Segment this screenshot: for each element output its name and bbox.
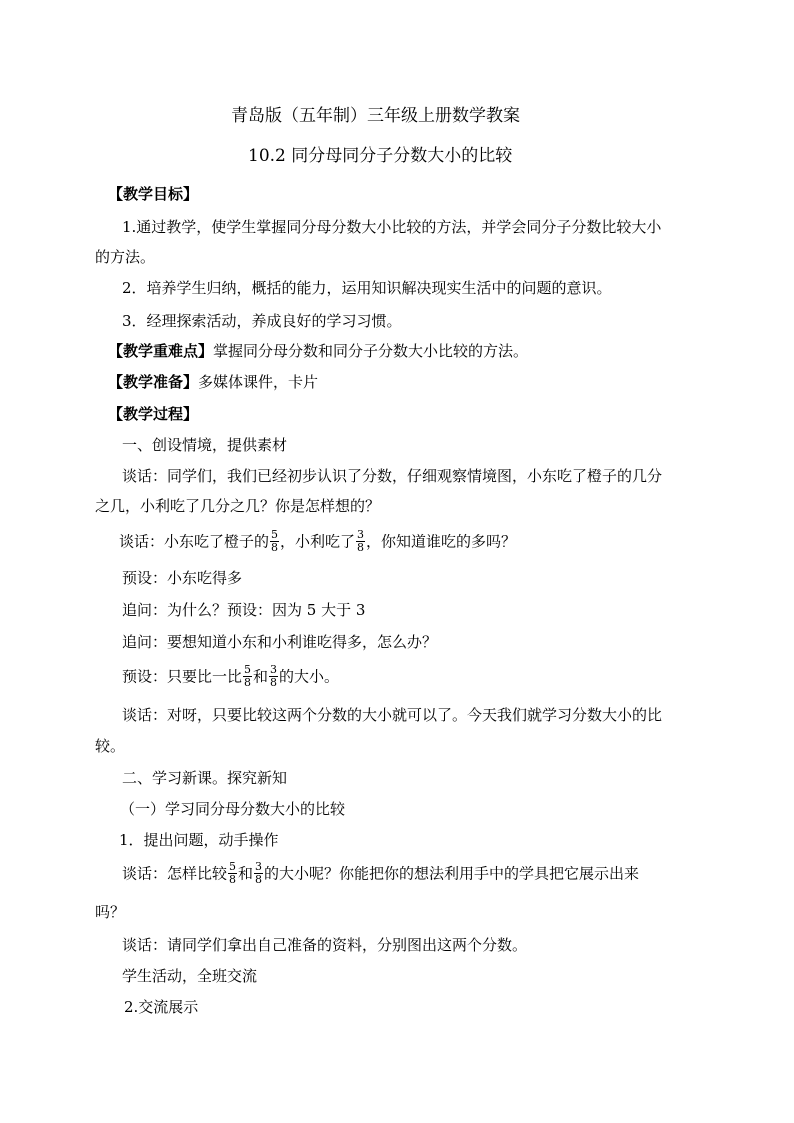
talk-5: 谈话：请同学们拿出自己准备的资料，分别图出这两个分数。 — [122, 936, 528, 954]
step-1: 1．提出问题，动手操作 — [119, 831, 279, 849]
preset-1: 预设：小东吃得多 — [122, 569, 243, 587]
talk-4-part1: 谈话：怎样比较 — [122, 864, 228, 883]
fraction-3-8 — [254, 861, 263, 886]
fraction-numerator: 5 — [244, 663, 252, 676]
preset-2 — [122, 665, 339, 690]
fraction-3-8 — [269, 664, 278, 689]
fraction-5-8 — [270, 529, 279, 554]
talk-4 — [122, 862, 639, 887]
preparation-heading: 【教学准备】 — [108, 373, 199, 391]
doc-title: 青岛版（五年制）三年级上册数学教案 — [231, 106, 520, 126]
talk-3-line1: 谈话：对呀，只要比较这两个分数的大小就可以了。今天我们就学习分数大小的比 — [122, 706, 663, 724]
process-heading-text: 【教学过程】 — [108, 405, 199, 423]
section-2-heading: 二、学习新课。探究新知 — [122, 769, 288, 787]
preparation-text: 多媒体课件，卡片 — [198, 373, 319, 391]
talk-3-line2: 较。 — [95, 737, 126, 755]
talk-4-part2: 和 — [238, 864, 254, 883]
preset-2-part2: 和 — [253, 667, 269, 686]
objective-1-line2: 的方法。 — [95, 248, 156, 266]
key-points-heading: 【教学重难点】 — [108, 342, 214, 360]
fraction-3-8 — [356, 529, 365, 554]
fraction-numerator: 3 — [357, 528, 365, 541]
follow-up-2: 追问：要想知道小东和小利谁吃得多，怎么办？ — [122, 633, 438, 651]
talk-2 — [119, 530, 516, 555]
objective-2: 2．培养学生归纳，概括的能力，运用知识解决现实生活中的问题的意识。 — [122, 279, 612, 297]
objectives-heading-text: 【教学目标】 — [108, 185, 199, 203]
section-1-heading: 一、创设情境，提供素材 — [122, 436, 288, 454]
lesson-title: 10.2 同分母同分子分数大小的比较 — [248, 146, 513, 166]
fraction-5-8 — [243, 664, 252, 689]
objective-1-line1: 1.通过教学，使学生掌握同分母分数大小比较的方法，并学会同分子分数比较大小 — [122, 218, 662, 236]
talk-1-line1: 谈话：同学们，我们已经初步认识了分数，仔细观察情境图，小东吃了橙子的几分 — [122, 467, 663, 485]
follow-up-1: 追问：为什么？预设：因为 5 大于 3 — [122, 601, 366, 619]
fraction-denominator: 8 — [244, 676, 252, 689]
fraction-numerator: 5 — [271, 528, 279, 541]
preset-2-part3: 的大小。 — [279, 667, 340, 686]
preset-2-part1: 预设：只要比一比 — [122, 667, 243, 686]
process-heading — [108, 404, 198, 424]
fraction-denominator: 8 — [270, 676, 278, 689]
key-points-text: 掌握同分母分数和同分子分数大小比较的方法。 — [213, 342, 529, 360]
preparation — [108, 372, 318, 392]
key-points — [108, 341, 528, 361]
fraction-denominator: 8 — [229, 873, 237, 886]
talk-4-part3: 的大小呢？你能把你的想法利用手中的学具把它展示出来 — [264, 864, 640, 883]
step-2: 2.交流展示 — [124, 998, 199, 1016]
objectives-heading — [108, 184, 198, 204]
fraction-5-8 — [228, 861, 237, 886]
fraction-denominator: 8 — [357, 541, 365, 554]
talk-2-part2: ，小利吃了 — [280, 532, 356, 551]
subsection-1-heading: （一）学习同分母分数大小的比较 — [120, 800, 346, 818]
fraction-numerator: 5 — [229, 860, 237, 873]
student-activity: 学生活动，全班交流 — [122, 967, 258, 985]
fraction-numerator: 3 — [270, 663, 278, 676]
talk-2-part1: 谈话：小东吃了橙子的 — [119, 532, 270, 551]
fraction-numerator: 3 — [255, 860, 263, 873]
fraction-denominator: 8 — [255, 873, 263, 886]
fraction-denominator: 8 — [271, 541, 279, 554]
objective-3: 3．经理探索活动，养成良好的学习习惯。 — [122, 312, 402, 330]
talk-1-line2: 之几，小利吃了几分之几？你是怎样想的？ — [95, 497, 381, 515]
talk-2-part3: ，你知道谁吃的多吗？ — [366, 532, 517, 551]
talk-4-line2: 吗？ — [95, 903, 126, 921]
